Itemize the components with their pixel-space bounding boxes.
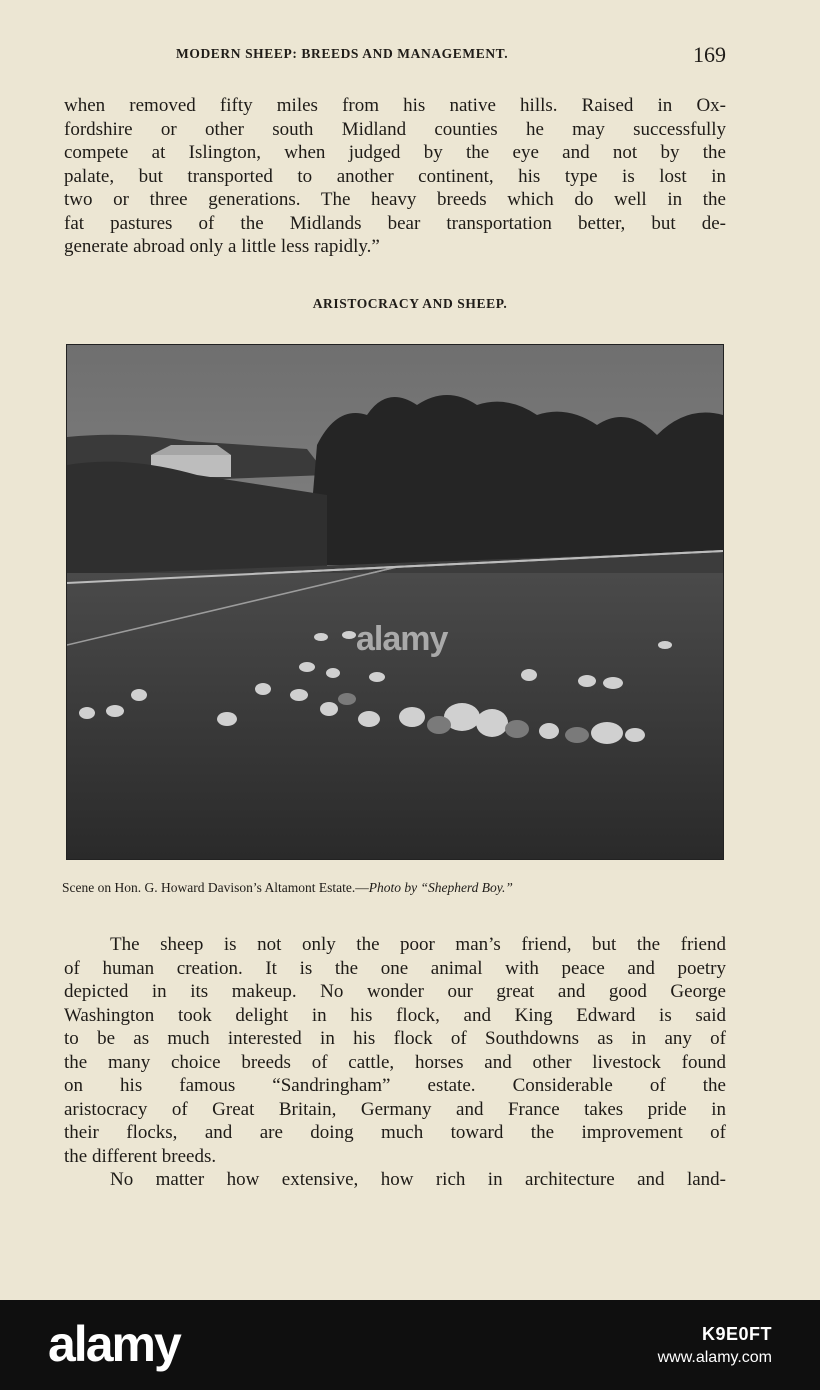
image-code: K9E0FT — [701, 1324, 772, 1344]
text-line: depicted in its makeup. No wonder our great and good George — [64, 981, 726, 1002]
text-line: their flocks, and are doing much toward the improvement of — [64, 1122, 726, 1143]
watermark-bar — [0, 1300, 820, 1390]
caption-credit: Photo by “Shepherd Boy.” — [368, 880, 513, 895]
watermark-meta — [658, 1322, 772, 1370]
text-line: of human creation. It is the one animal with peace and poetry — [64, 957, 726, 979]
text-line: to be as much interested in his flock of Southdowns as in any of — [64, 1028, 726, 1049]
text-line: the many choice breeds of cattle, horses and other livestock found — [64, 1051, 726, 1073]
running-title: MODERN SHEEP: BREEDS AND MANAGEMENT. — [176, 46, 509, 61]
text-line: when removed fifty miles from his native hills. Raised in Ox- — [64, 95, 726, 116]
photo-watermark: alamy — [356, 620, 448, 658]
estate-photograph — [66, 344, 724, 860]
text-line: fat pastures of the Midlands bear transportation better, but de- — [64, 212, 726, 234]
text-line: two or three generations. The heavy breeds which do well in the — [64, 189, 726, 210]
text-line: fordshire or other south Midland counties he may successfully — [64, 118, 726, 140]
text-line: on his famous “Sandringham” estate. Considerable of the — [64, 1075, 726, 1096]
text-line: aristocracy of Great Britain, Germany and France takes pride in — [64, 1098, 726, 1120]
text-line: palate, but transported to another continent, his type is lost in — [64, 165, 726, 187]
text-line: generate abroad only a little less rapidly.” — [64, 236, 380, 257]
text-line: compete at Islington, when judged by the eye and not by the — [64, 142, 726, 163]
figure-caption — [62, 880, 752, 896]
caption-main: Scene on Hon. G. Howard Davison’s Altamont Estate.— — [62, 880, 369, 895]
text-line: No matter how extensive, how rich in architecture and land- — [110, 1169, 726, 1190]
alamy-logo: alamy — [48, 1316, 180, 1372]
site-url: www.alamy.com — [657, 1349, 772, 1366]
text-line: The sheep is not only the poor man’s friend, but the friend — [110, 934, 726, 955]
running-head — [64, 42, 726, 72]
text-line: the different breeds. — [64, 1145, 217, 1167]
opening-paragraph — [64, 94, 726, 259]
page-number: 169 — [693, 42, 726, 67]
photo-illustration — [67, 345, 723, 859]
text-line: Washington took delight in his flock, and King Edward is said — [64, 1004, 726, 1026]
section-heading: ARISTOCRACY AND SHEEP. — [312, 296, 508, 311]
body-paragraph — [64, 933, 726, 1192]
